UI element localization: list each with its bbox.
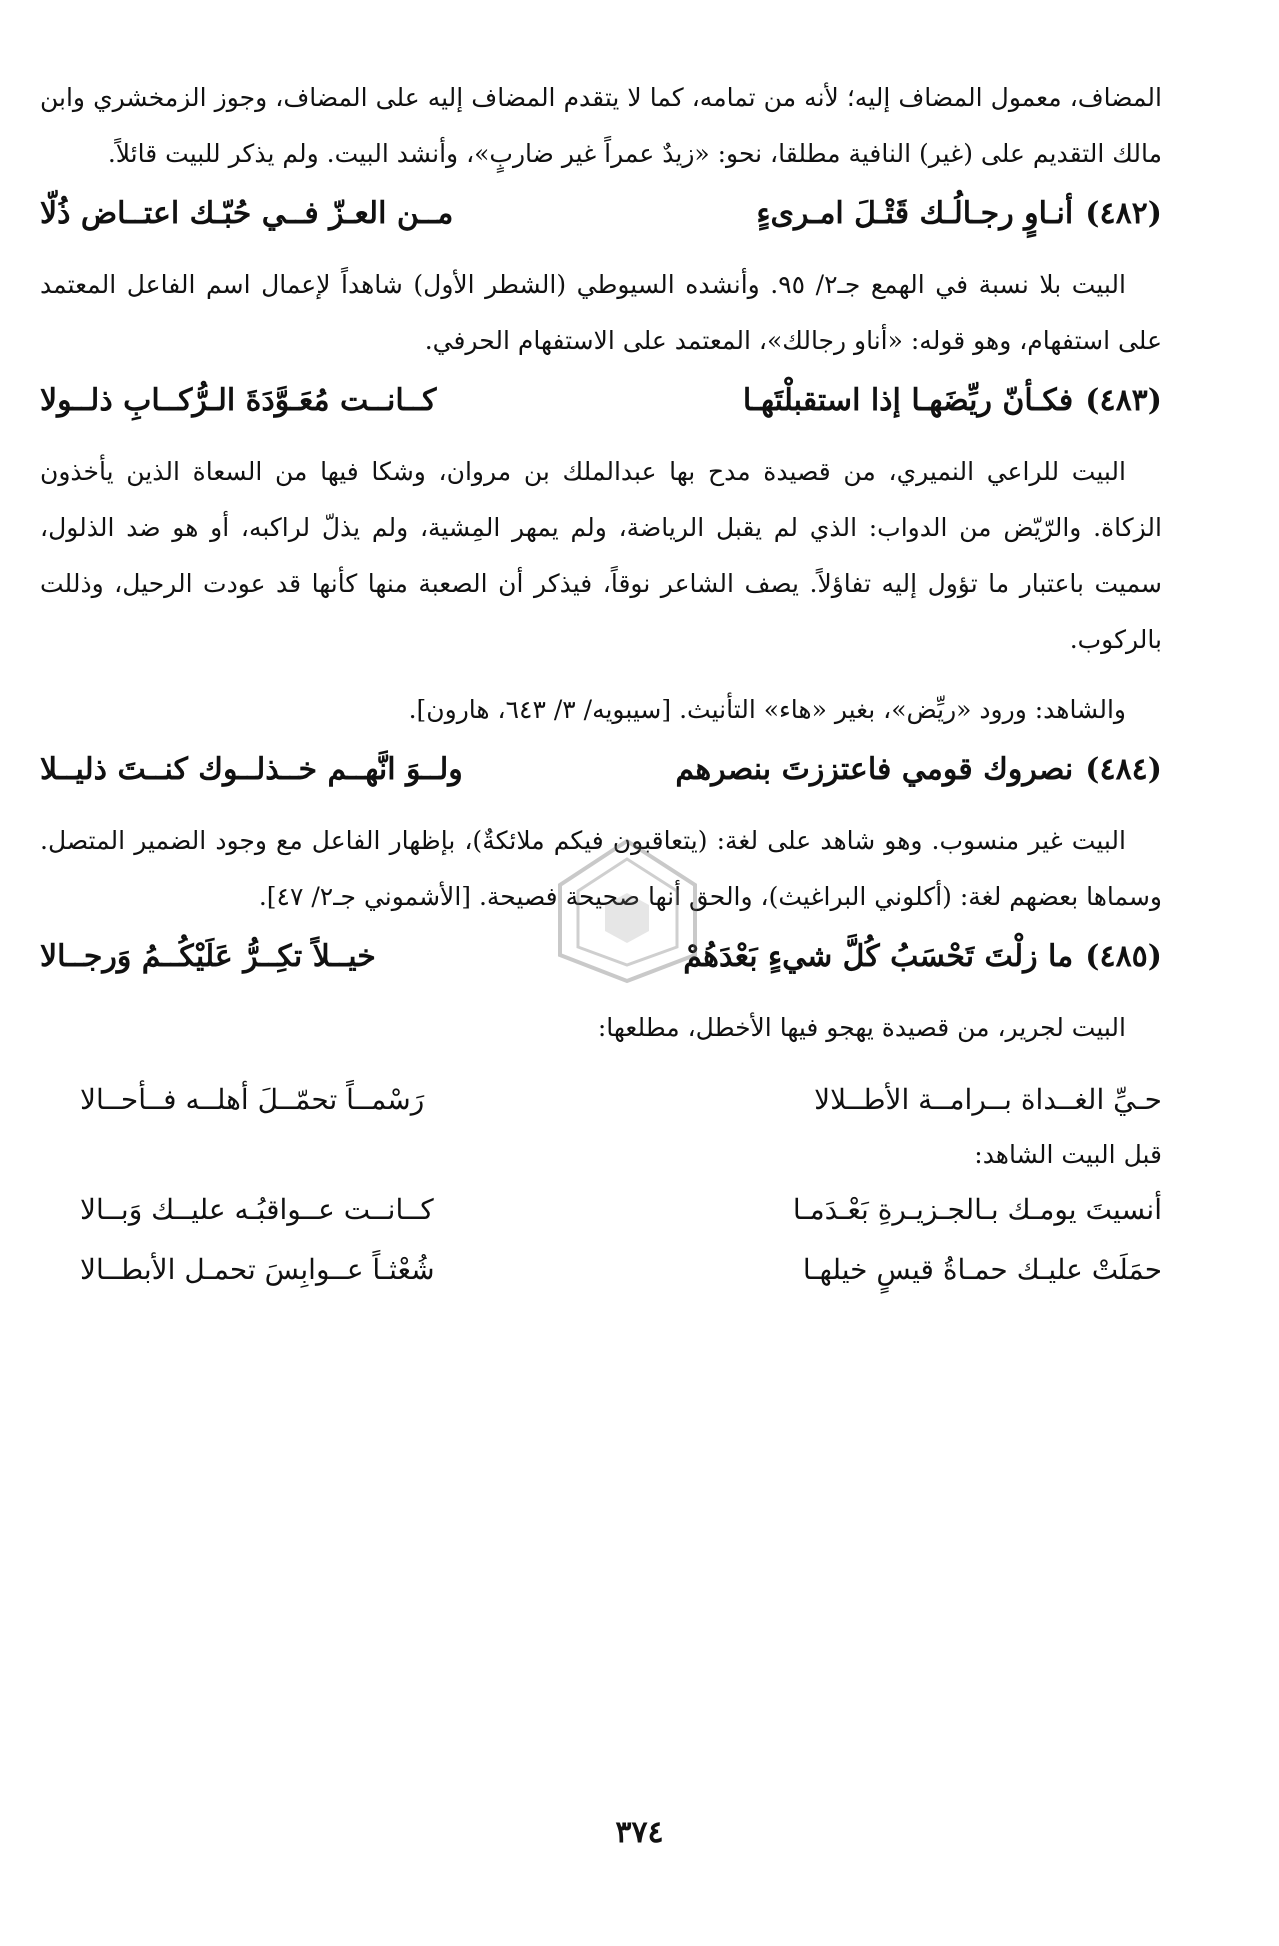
commentary-485: البيت لجرير، من قصيدة يهجو فيها الأخطل، مطلعها: [597, 1013, 1126, 1042]
poem-second-hemistich: شُعْثـاً عــوابِسَ تحمـل الأبطــالا [80, 1253, 435, 1286]
verse-first-hemistich [756, 196, 1162, 231]
verse-482 [40, 196, 1162, 231]
poem-second-hemistich: كــانــت عــواقبُـه عليــك وَبــالا [80, 1193, 434, 1226]
verse-first-hemistich [743, 383, 1162, 418]
verse-first-hemistich [675, 752, 1162, 787]
verse-number: (٤٨٥) [1085, 939, 1162, 974]
verse-number: (٤٨٣) [1085, 383, 1162, 418]
poem-first-hemistich: حمَلَتْ عليـك حمـاةُ قيسٍ خيلهـا [802, 1253, 1162, 1286]
verse-483 [40, 383, 1162, 418]
verse-first-hemistich [683, 939, 1162, 974]
page-body [40, 70, 1162, 1300]
poem-line [40, 1180, 1162, 1240]
page-number: ٣٧٤ [615, 1815, 664, 1850]
verse-second-hemistich: مــن العـزّ فــي حُبّـك اعتــاض ذُلّا [40, 196, 454, 231]
poem-second-hemistich: رَسْمــاً تحمّــلَ أهلــه فــأحــالا [80, 1083, 425, 1116]
verse-number: (٤٨٢) [1085, 196, 1162, 231]
verse-text: أنـاوٍ رجـالُـك قَتْـلَ امـرىءٍ [756, 196, 1074, 231]
commentary-484: البيت غير منسوب. وهو شاهد على لغة: (يتعاقبون فيكم ملائكةٌ)، بإظهار الفاعل مع وجود الضمير المتصل. وسماها بعضهم لغة: (أكلوني البراغيث)، والحق أنها صحيحة فصيحة. [الأشموني جـ٢/ ٤٧]. [40, 826, 1162, 911]
verse-484 [40, 752, 1162, 787]
library-seal-icon [545, 835, 710, 985]
verse-number: (٤٨٤) [1085, 752, 1162, 787]
poem-first-hemistich: أنسيتَ يومـك بـالجـزيـرةِ بَعْـدَمـا [792, 1193, 1162, 1226]
evidence-483: والشاهد: ورود «ريِّض»، بغير «هاء» التأنيث. [سيبويه/ ٣/ ٦٤٣، هارون]. [408, 695, 1126, 724]
verse-second-hemistich: ولــوَ انَّهــم خــذلــوك كنــتَ ذليــلا [40, 752, 463, 787]
intro-paragraph: المضاف، معمول المضاف إليه؛ لأنه من تمامه، كما لا يتقدم المضاف إليه على المضاف، وجوز الزمخشري وابن مالك التقديم على (غير) النافية مطلقا، نحو: «زيدٌ عمراً غير ضاربٍ»، وأنشد البيت. ولم يذكر للبيت قائلاً. [40, 83, 1162, 168]
commentary-483: البيت للراعي النميري، من قصيدة مدح بها عبدالملك بن مروان، وشكا فيها من السعاة الذين يأخذون الزكاة. والرّيّض من الدواب: الذي لم يقبل الرياضة، ولم يمهر المِشية، ولم يذلّ لراكبه، أو هو ضد الذلول، سميت باعتبار ما تؤول إليه تفاؤلاً. يصف الشاعر نوقاً، فيذكر أن الصعبة منها كأنها قد عودت الرحيل، وذللت بالركوب. [40, 457, 1162, 654]
before-label: قبل البيت الشاهد: [974, 1140, 1162, 1169]
poem-first-hemistich: حـيِّ الغــداة بــرامــة الأطــلالا [814, 1083, 1162, 1116]
verse-second-hemistich: خيــلاً تكِــرُّ عَلَيْكُــمُ وَرجــالا [40, 939, 376, 974]
commentary-482: البيت بلا نسبة في الهمع جـ٢/ ٩٥. وأنشده السيوطي (الشطر الأول) شاهداً لإعمال اسم الفاعل المعتمد على استفهام، وهو قوله: «أناو رجالك»، المعتمد على الاستفهام الحرفي. [40, 270, 1162, 355]
verse-text: نصروك قومي فاعتززتَ بنصرهم [675, 752, 1074, 787]
poem-line [40, 1240, 1162, 1300]
poem-opening-line [40, 1070, 1162, 1130]
verse-second-hemistich: كــانــت مُعَـوَّدَةَ الـرُّكــابِ ذلــولا [40, 383, 437, 418]
verse-text: فكـأنّ ريِّضَهـا إذا استقبلْتَهـا [742, 383, 1074, 418]
verse-text: ما زلْتَ تَحْسَبُ كُلَّ شيءٍ بَعْدَهُمْ [683, 939, 1074, 974]
